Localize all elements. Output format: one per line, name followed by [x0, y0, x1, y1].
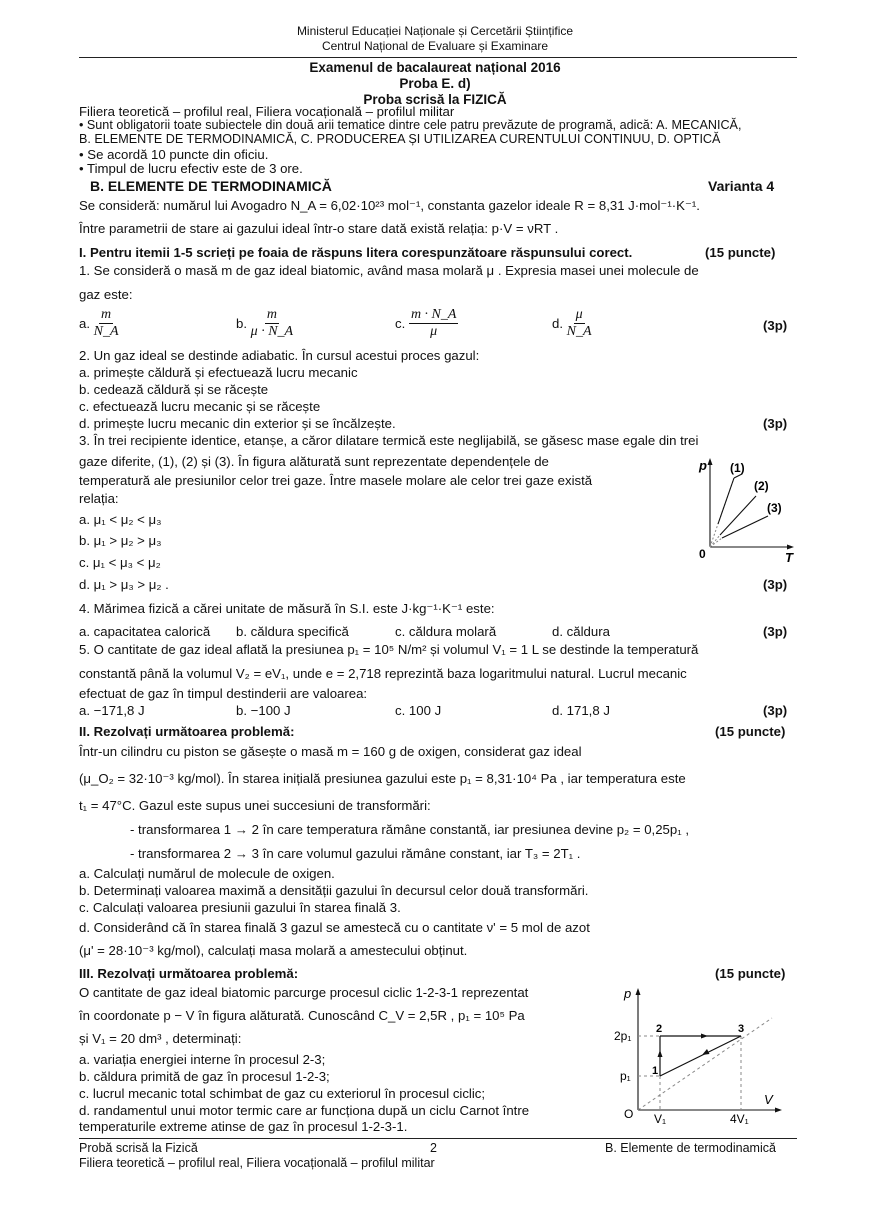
q5-text-3: efectuat de gaz în timpul destinderii are valoarea: [79, 686, 368, 701]
q4-option-b: b. căldura specifică [236, 624, 349, 639]
v-axis-arrow [775, 1108, 782, 1113]
t-axis-label: T [785, 550, 793, 564]
numerator: m [266, 307, 277, 322]
q3-text-4: relația: [79, 491, 119, 506]
4v1-label: 4V₁ [730, 1112, 749, 1124]
part3-question-c: c. lucrul mecanic total schimbat de gaz cu exteriorul în procesul ciclic; [79, 1086, 486, 1101]
part2-question-d-2: (μ' = 28·10⁻³ kg/mol), calculați masa molară a amestecului obținut. [79, 943, 468, 958]
subject-title: Proba scrisă la FIZICĂ [363, 92, 507, 107]
part3-question-d-2: temperaturile extreme atinse de gaz în procesul 1-2-3-1. [79, 1119, 408, 1134]
q2-option-a: a. primește căldură și efectuează lucru mecanic [79, 365, 358, 380]
q3-text-1: 3. În trei recipiente identice, etanșe, a căror dilatare termică este neglijabilă, se găsesc mase egale din trei [79, 433, 699, 448]
q1-text-1: 1. Se consideră o masă m de gaz ideal biatomic, având masa molară μ . Expresia masei unei molecule de [79, 263, 699, 278]
q5-score: (3p) [763, 703, 788, 718]
part3-question-d-1: d. randamentul unui motor termic care ar funcționa după un ciclu Carnot între [79, 1103, 530, 1118]
q3-text-2: gaze diferite, (1), (2) și (3). În figura alăturată sunt reprezentate dependențele de [79, 454, 549, 469]
p-axis-arrow [636, 988, 641, 995]
part1-points: (15 puncte) [705, 245, 776, 260]
line-2-extension [710, 535, 720, 547]
q1-score: (3p) [763, 318, 788, 333]
arrow-2-3 [701, 1034, 708, 1039]
instruction-line-1a: • Sunt obligatorii toate subiectele din două arii tematice dintre cele patru prevăzute de programă, adică: A. MECANICĂ, [79, 118, 742, 132]
part3-question-a: a. variația energiei interne în procesul 2-3; [79, 1052, 326, 1067]
q5-text-2: constantă până la volumul V₂ = eV₁, unde e = 2,718 reprezintă baza logaritmului natural. Lucrul mecanic [79, 666, 687, 681]
option-letter: d. [552, 316, 563, 331]
numerator: m [101, 307, 112, 322]
fraction [251, 307, 293, 340]
fraction [409, 307, 459, 340]
part2-title: II. Rezolvați următoarea problemă: [79, 724, 295, 739]
q2-option-d: d. primește lucru mecanic din exterior și se încălzește. [79, 416, 396, 431]
ministry-line: Ministerul Educației Naționale și Cercetării Științifice [296, 24, 574, 38]
part2-question-a: a. Calculați numărul de molecule de oxigen. [79, 866, 335, 881]
part3-question-b: b. căldura primită de gaz în procesul 1-2-3; [79, 1069, 330, 1084]
q1-option-b [236, 307, 293, 340]
q3-option-c: c. μ₁ < μ₃ < μ₂ [79, 555, 161, 570]
curve-3-label: (3) [767, 501, 782, 515]
q3-score: (3p) [763, 577, 788, 592]
footer-left: Probă scrisă la Fizică [79, 1141, 198, 1155]
line-3 [722, 516, 768, 538]
part2-line-2: (μ_O₂ = 32·10⁻³ kg/mol). În starea inițială presiunea gazului este p₁ = 8,31·10⁴ Pa , iar temperatura este [79, 771, 686, 786]
q3-option-d: d. μ₁ > μ₃ > μ₂ . [79, 577, 169, 592]
numerator: μ [575, 307, 583, 322]
part3-title: III. Rezolvați următoarea problemă: [79, 966, 299, 981]
footer-right: B. Elemente de termodinamică [605, 1141, 776, 1155]
footer-page-number: 2 [430, 1141, 437, 1155]
part2-question-b: b. Determinați valoarea maximă a densității gazului în decursul celor două transformări. [79, 883, 589, 898]
q3-option-a: a. μ₁ < μ₂ < μ₃ [79, 512, 162, 527]
denominator: μ [430, 324, 438, 339]
q5-option-c: c. 100 J [395, 703, 442, 718]
q1-text-2: gaz este: [79, 287, 133, 302]
origin-label: 0 [699, 547, 706, 561]
part2-line-1: Într-un cilindru cu piston se găsește o masă m = 160 g de oxigen, considerat gaz ideal [79, 744, 582, 759]
part2-question-d-1: d. Considerând că în starea finală 3 gazul se amestecă cu o cantitate ν' = 5 mol de azot [79, 920, 590, 935]
q2-text: 2. Un gaz ideal se destinde adiabatic. În cursul acestui proces gazul: [79, 348, 480, 363]
q4-option-d: d. căldura [552, 624, 610, 639]
arrow-1-2 [658, 1050, 663, 1057]
filiera-line: Filiera teoretică – profilul real, Filiera vocațională – profilul militar [79, 104, 455, 119]
curve-1-label: (1) [730, 461, 745, 475]
instruction-line-2: • Se acordă 10 puncte din oficiu. [79, 147, 269, 162]
p-axis-arrow [708, 458, 713, 465]
q4-option-c: c. căldura molară [395, 624, 497, 639]
denominator: N_A [566, 324, 592, 339]
footer-rule [79, 1138, 797, 1139]
part3-line-3: și V₁ = 20 dm³ , determinați: [79, 1031, 242, 1046]
proba-title: Proba E. d) [399, 76, 471, 91]
q2-score: (3p) [763, 416, 788, 431]
q4-text: 4. Mărimea fizică a cărei unitate de măsură în S.I. este J·kg⁻¹·K⁻¹ este: [79, 601, 495, 616]
center-line: Centrul Național de Evaluare și Examinare [321, 39, 549, 53]
part2-question-c: c. Calculați valoarea presiunii gazului în starea finală 3. [79, 900, 401, 915]
part2-line-4: - transformarea 1 → 2 în care temperatura rămâne constantă, iar presiunea devine p₂ = 0,25p₁ , [130, 822, 689, 837]
v-axis-label: V [764, 1092, 773, 1107]
pv-cycle-figure [610, 984, 788, 1124]
point-2-label: 2 [656, 1023, 663, 1035]
option-letter: a. [79, 316, 90, 331]
part2-line-5: - transformarea 2 → 3 în care volumul gazului rămâne constant, iar T₃ = 2T₁ . [130, 846, 581, 861]
fraction [94, 307, 119, 340]
part3-points: (15 puncte) [715, 966, 786, 981]
arrow-3-1 [702, 1049, 710, 1055]
state-relation-line: Între parametrii de stare ai gazului ideal într-o stare dată există relația: p·V = νRT . [79, 221, 559, 236]
part2-points: (15 puncte) [715, 724, 786, 739]
q5-text-1: 5. O cantitate de gaz ideal aflată la presiunea p₁ = 10⁵ N/m² și volumul V₁ = 1 L se destinde la temperatură [79, 642, 699, 657]
t-axis-arrow [787, 545, 794, 550]
footer-left-2: Filiera teoretică – profilul real, Filiera vocațională – profilul militar [79, 1156, 435, 1170]
q2-option-b: b. cedează căldură și se răcește [79, 382, 269, 397]
fraction [567, 307, 592, 340]
q5-option-a: a. −171,8 J [79, 703, 145, 718]
section-title: B. ELEMENTE DE TERMODINAMICĂ [90, 178, 332, 194]
denominator: μ · N_A [250, 324, 294, 339]
option-letter: b. [236, 316, 247, 331]
part2-line-3: t₁ = 47°C. Gazul este supus unei succesiuni de transformări: [79, 798, 431, 813]
numerator: m · N_A [410, 307, 457, 322]
point-3-label: 3 [738, 1023, 745, 1035]
q4-score: (3p) [763, 624, 788, 639]
option-letter: c. [395, 316, 406, 331]
q2-option-c: c. efectuează lucru mecanic și se răcește [79, 399, 321, 414]
q1-option-c [395, 307, 458, 340]
q3-option-b: b. μ₁ > μ₂ > μ₃ [79, 533, 162, 548]
q5-option-d: d. 171,8 J [552, 703, 610, 718]
q1-option-a [79, 307, 119, 340]
q5-option-b: b. −100 J [236, 703, 291, 718]
q1-option-d [552, 307, 592, 340]
p-axis-label: p [699, 458, 707, 473]
2p1-label: 2p₁ [614, 1029, 632, 1043]
curve-2-label: (2) [754, 479, 769, 493]
exam-title: Examenul de bacalaureat național 2016 [309, 60, 561, 75]
point-1-label: 1 [652, 1065, 659, 1077]
header-rule [79, 57, 797, 58]
v1-label: V₁ [654, 1112, 667, 1124]
p1-label: p₁ [620, 1069, 631, 1083]
origin-label: O [624, 1107, 634, 1121]
part1-title: I. Pentru itemii 1-5 scrieți pe foaia de răspuns litera corespunzătoare răspunsului corect. [79, 245, 633, 260]
denominator: N_A [93, 324, 119, 339]
q4-option-a: a. capacitatea calorică [79, 624, 211, 639]
instruction-line-1b: B. ELEMENTE DE TERMODINAMICĂ, C. PRODUCEREA ȘI UTILIZAREA CURENTULUI CONTINUU, D. OPTICĂ [79, 132, 721, 146]
p-axis-label: p [624, 986, 632, 1001]
part3-line-1: O cantitate de gaz ideal biatomic parcurge procesul ciclic 1-2-3-1 reprezentat [79, 985, 529, 1000]
part3-line-2: în coordonate p − V în figura alăturată. Cunoscând C_V = 2,5R , p₁ = 10⁵ Pa [79, 1008, 525, 1023]
constants-line: Se consideră: numărul lui Avogadro N_A = 6,02·10²³ mol⁻¹, constanta gazelor ideale R = 8,31 J·mol⁻¹·K⁻¹. [79, 198, 700, 213]
q3-text-3: temperatură ale presiunilor celor trei gaze. Între masele molare ale celor trei gaze există [79, 473, 593, 488]
process-3-1 [660, 1036, 741, 1076]
instruction-line-3: • Timpul de lucru efectiv este de 3 ore. [79, 161, 303, 176]
variant-label: Varianta 4 [708, 178, 775, 194]
pressure-temperature-figure [690, 452, 800, 564]
line-1-solid [718, 478, 734, 524]
